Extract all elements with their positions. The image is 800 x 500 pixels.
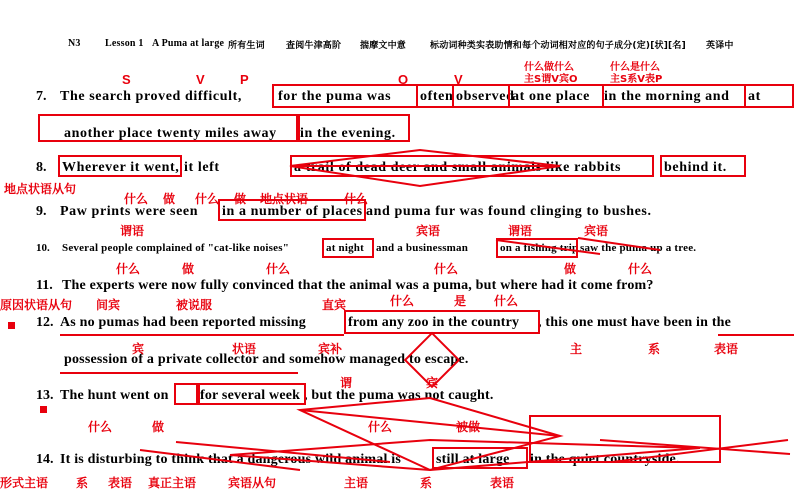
annotation-14-linking-2: 系 xyxy=(420,476,433,490)
annotation-box-8c xyxy=(660,155,746,177)
annotation-14-predicative: 表语 xyxy=(108,476,133,490)
annotation-12-object-2: 宾 xyxy=(426,376,439,390)
header-note-5: 英译中 xyxy=(706,41,734,51)
sentence-13-part-a: The hunt went on xyxy=(60,388,169,403)
sentence-7-part-e: at one place xyxy=(512,89,590,104)
header-code: N3 xyxy=(68,38,81,49)
sentence-12-part-b: from any zoo in the country xyxy=(348,315,520,330)
sentence-9-part-b: in a number of places xyxy=(222,204,363,219)
sentence-7-part-f: in the morning and xyxy=(604,89,730,104)
sentence-14-part-c: in the quiet countryside. xyxy=(530,452,680,467)
sentence-10-part-a: Several people complained of "cat-like noises" xyxy=(62,242,290,254)
annotation-box-8a xyxy=(58,155,182,177)
annotation-box-10b xyxy=(496,238,578,258)
sentence-7-part-i: in the evening. xyxy=(300,126,396,141)
header-lesson: Lesson 1 xyxy=(105,38,144,49)
item-number-13: 13. xyxy=(36,388,54,403)
annotation-11-what: 什么 xyxy=(390,294,415,308)
annotation-14-object-clause: 宾语从句 xyxy=(228,476,277,490)
sentence-8-part-b: it left xyxy=(184,160,220,175)
label-svo: 主S谓V宾O xyxy=(524,74,578,85)
label-what-do-what: 什么做什么 xyxy=(524,62,574,73)
annotation-8-do2: 做 xyxy=(234,192,247,206)
annotation-box-7e xyxy=(602,84,746,108)
label-svp: 主S系V表P xyxy=(610,74,663,85)
sentence-11-part-a: The experts were now fully convinced that the animal was a puma, but where had it come from? xyxy=(62,278,654,293)
annotation-box-7h xyxy=(296,114,410,142)
header-note-4: 标动词种类实表助情和每个动词相对应的句子成分(定)[状][名] xyxy=(430,41,686,51)
annotation-12-subject: 主 xyxy=(570,342,583,356)
header-note-1: 所有生词 xyxy=(228,41,265,51)
sentence-14-part-a: It is disturbing to think that a dangerous wild animal is xyxy=(60,452,402,467)
annotation-box-12a xyxy=(344,310,540,334)
annotation-8-place-clause: 地点状语从句 xyxy=(4,182,77,196)
item-number-8: 8. xyxy=(36,160,47,175)
sentence-14-part-b: still at large xyxy=(436,452,510,467)
bullet-marker-12 xyxy=(8,322,15,329)
annotation-9-object: 宾语 xyxy=(416,224,441,238)
sentence-7-part-c: often xyxy=(420,89,454,104)
sentence-10-part-e: saw the puma up a tree. xyxy=(580,242,697,254)
annotation-11-is: 是 xyxy=(454,294,467,308)
annotation-box-7d xyxy=(508,84,604,108)
annotation-11-indirect-object: 间宾 xyxy=(96,298,121,312)
item-number-9: 9. xyxy=(36,204,47,219)
annotation-underline-12c xyxy=(60,372,298,374)
annotation-underline-12b xyxy=(718,334,794,336)
annotation-14-subject: 主语 xyxy=(344,476,369,490)
sentence-12-part-d: possession of a private collector and somehow managed to escape. xyxy=(64,352,469,367)
item-number-10: 10. xyxy=(36,242,50,254)
annotation-9-place-adv: 地点状语 xyxy=(260,192,309,206)
header-note-2: 查阅牛津高阶 xyxy=(286,41,342,51)
annotation-13-what2: 什么 xyxy=(368,420,393,434)
annotation-8-what: 什么 xyxy=(124,192,149,206)
sentence-10-part-b: at night xyxy=(326,242,364,254)
sentence-12-part-c: , this one must have been in the xyxy=(538,315,732,330)
annotation-13-done: 被做 xyxy=(456,420,481,434)
annotation-underline-12a xyxy=(60,334,344,336)
annotation-11-persuaded: 被说服 xyxy=(176,298,213,312)
annotation-12-predicative: 表语 xyxy=(714,342,739,356)
annotation-line-14a xyxy=(300,410,560,436)
annotation-14-real-subject: 真正主语 xyxy=(148,476,197,490)
annotation-12-adverbial: 状语 xyxy=(232,342,257,356)
annotation-10-what3: 什么 xyxy=(434,262,459,276)
sentence-12-part-a: As no pumas had been reported missing xyxy=(60,315,306,330)
sentence-7-part-b: for the puma was xyxy=(278,89,392,104)
item-number-14: 14. xyxy=(36,452,54,467)
sentence-9-part-c: and puma fur was found clinging to bushes. xyxy=(366,204,652,219)
sentence-7-part-a: The search proved difficult, xyxy=(60,89,242,104)
sentence-13-part-b: for several week xyxy=(200,388,301,403)
header-note-3: 揣摩文中意 xyxy=(360,41,407,51)
annotation-box-7b xyxy=(416,84,454,108)
annotation-14-predicative-2: 表语 xyxy=(490,476,515,490)
annotation-9-what: 什么 xyxy=(344,192,369,206)
item-number-7: 7. xyxy=(36,89,47,104)
annotation-10-what4: 什么 xyxy=(628,262,653,276)
bullet-marker-13 xyxy=(40,406,47,413)
annotation-8-what2: 什么 xyxy=(195,192,220,206)
item-number-12: 12. xyxy=(36,315,54,330)
annotation-11-direct-object: 直宾 xyxy=(322,298,347,312)
marker-v2: V xyxy=(454,72,463,87)
sentence-7-part-h: another place twenty miles away xyxy=(64,126,277,141)
annotation-13-what: 什么 xyxy=(88,420,113,434)
annotation-line-7a xyxy=(272,106,450,108)
annotation-box-14a xyxy=(432,447,528,469)
annotation-10-what2: 什么 xyxy=(266,262,291,276)
item-number-11: 11. xyxy=(36,278,53,293)
sentence-10-part-c: and a businessman xyxy=(376,242,469,254)
annotation-14-formal-subject: 形式主语 xyxy=(0,476,49,490)
annotation-12-complement: 宾补 xyxy=(318,342,343,356)
annotation-9-predicate-2: 谓语 xyxy=(508,224,533,238)
annotation-12-linking: 系 xyxy=(648,342,661,356)
annotation-9-object-2: 宾语 xyxy=(584,224,609,238)
annotation-box-7a xyxy=(272,84,418,108)
sentence-9-part-a: Paw prints were seen xyxy=(60,204,199,219)
annotation-box-7f xyxy=(744,84,794,108)
sentence-13-part-c: , but the puma was not caught. xyxy=(304,388,494,403)
annotation-10-do: 做 xyxy=(182,262,195,276)
annotation-box-13b xyxy=(196,383,306,405)
annotation-box-7c xyxy=(452,84,510,108)
header-title: A Puma at large xyxy=(152,38,225,49)
sentence-10-part-d: on a fishing trip xyxy=(500,242,579,254)
annotation-11-what2: 什么 xyxy=(494,294,519,308)
annotation-8-do: 做 xyxy=(163,192,176,206)
sentence-8-part-c: a trail of dead deer and small animals like rabbits xyxy=(294,160,622,175)
label-what-is-what: 什么是什么 xyxy=(610,62,660,73)
sentence-8-part-a: Wherever it went, xyxy=(62,160,180,175)
marker-p: P xyxy=(240,72,249,87)
annotation-14-linking: 系 xyxy=(76,476,89,490)
annotation-13-do: 做 xyxy=(152,420,165,434)
annotation-12-object: 宾 xyxy=(132,342,145,356)
annotation-diamond-12 xyxy=(404,332,461,389)
marker-o: O xyxy=(398,72,409,87)
annotation-11-reason-clause: 原因状语从句 xyxy=(0,298,73,312)
annotation-box-9a xyxy=(218,199,366,221)
annotation-12-predicate: 谓 xyxy=(340,376,353,390)
annotation-10-do2: 做 xyxy=(564,262,577,276)
annotation-box-7g xyxy=(38,114,300,142)
sentence-7-part-g: at xyxy=(748,89,761,104)
annotation-box-8b xyxy=(290,155,654,177)
annotation-9-predicate: 谓语 xyxy=(120,224,145,238)
annotation-10-what: 什么 xyxy=(116,262,141,276)
marker-v: V xyxy=(196,72,205,87)
sentence-8-part-d: behind it. xyxy=(664,160,727,175)
marker-s: S xyxy=(122,72,131,87)
sentence-7-part-d: observed xyxy=(456,89,515,104)
annotation-box-10a xyxy=(322,238,374,258)
